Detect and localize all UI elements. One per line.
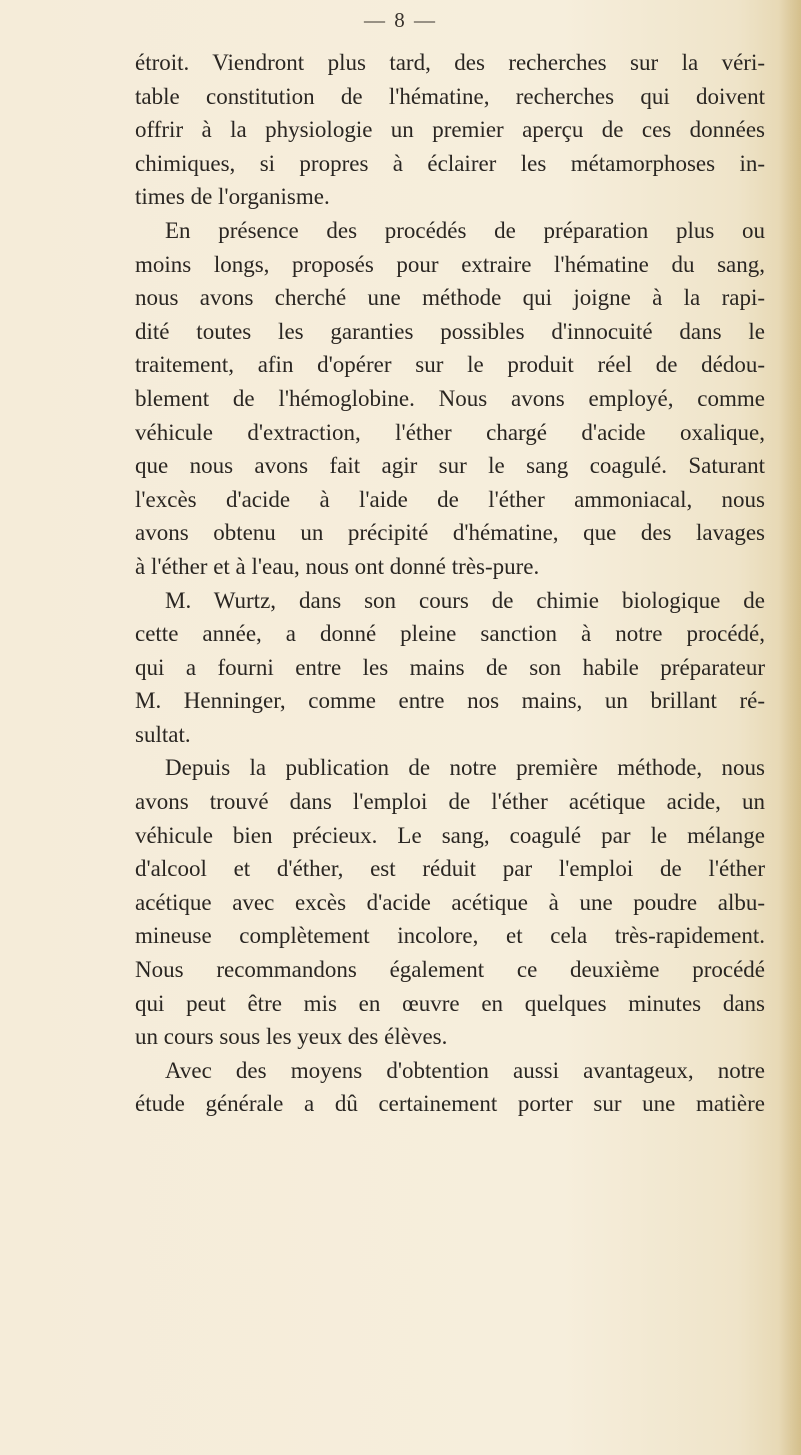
- text-line: d'alcool et d'éther, est réduit par l'emploi de l'éther: [135, 856, 765, 882]
- text-line: times de l'organisme.: [135, 184, 330, 210]
- text-line: chimiques, si propres à éclairer les métamorphoses in-: [135, 150, 765, 176]
- text-line: blement de l'hémoglobine. Nous avons employé, comme: [135, 385, 765, 411]
- text-line: moins longs, proposés pour extraire l'hématine du sang,: [135, 251, 765, 277]
- text-line: un cours sous les yeux des élèves.: [135, 1024, 448, 1050]
- text-line: M. Henninger, comme entre nos mains, un brillant ré-: [135, 688, 765, 714]
- text-line: qui peut être mis en œuvre en quelques minutes dans: [135, 990, 765, 1016]
- text-line: mineuse complètement incolore, et cela très-rapidement.: [135, 923, 765, 949]
- text-line: avons obtenu un précipité d'hématine, que des lavages: [135, 520, 765, 546]
- text-line: à l'éther et à l'eau, nous ont donné très-pure.: [135, 553, 540, 579]
- text-line: véhicule bien précieux. Le sang, coagulé par le mélange: [135, 822, 765, 848]
- text-line: cette année, a donné pleine sanction à notre procédé,: [135, 621, 765, 647]
- text-line: véhicule d'extraction, l'éther chargé d'acide oxalique,: [135, 419, 765, 445]
- text-line: table constitution de l'hématine, recherches qui doivent: [135, 83, 765, 109]
- text-line: Depuis la publication de notre première méthode, nous: [165, 755, 765, 781]
- text-line: avons trouvé dans l'emploi de l'éther acétique acide, un: [135, 789, 765, 815]
- text-line: Nous recommandons également ce deuxième procédé: [135, 957, 765, 983]
- text-line: étroit. Viendront plus tard, des recherches sur la véri-: [135, 50, 765, 75]
- text-line: En présence des procédés de préparation plus ou: [165, 217, 765, 243]
- text-line: M. Wurtz, dans son cours de chimie biologique de: [165, 587, 765, 613]
- page-edge-shadow: [779, 0, 801, 1455]
- page-number: — 8 —: [364, 8, 437, 32]
- body-text: [135, 46, 765, 1121]
- text-line: sultat.: [135, 721, 191, 747]
- text-line: nous avons cherché une méthode qui joigne à la rapi-: [135, 285, 765, 311]
- text-line: étude générale a dû certainement porter sur une matière: [135, 1091, 765, 1117]
- text-line: Avec des moyens d'obtention aussi avantageux, notre: [165, 1057, 765, 1083]
- text-line: l'excès d'acide à l'aide de l'éther ammoniacal, nous: [135, 486, 765, 512]
- text-line: qui a fourni entre les mains de son habile préparateur: [135, 654, 765, 680]
- text-line: traitement, afin d'opérer sur le produit réel de dédou-: [135, 352, 765, 378]
- text-line: offrir à la physiologie un premier aperçu de ces données: [135, 117, 765, 143]
- text-line: acétique avec excès d'acide acétique à une poudre albu-: [135, 889, 765, 915]
- text-line: dité toutes les garanties possibles d'innocuité dans le: [135, 318, 765, 344]
- text-line: que nous avons fait agir sur le sang coagulé. Saturant: [135, 453, 765, 479]
